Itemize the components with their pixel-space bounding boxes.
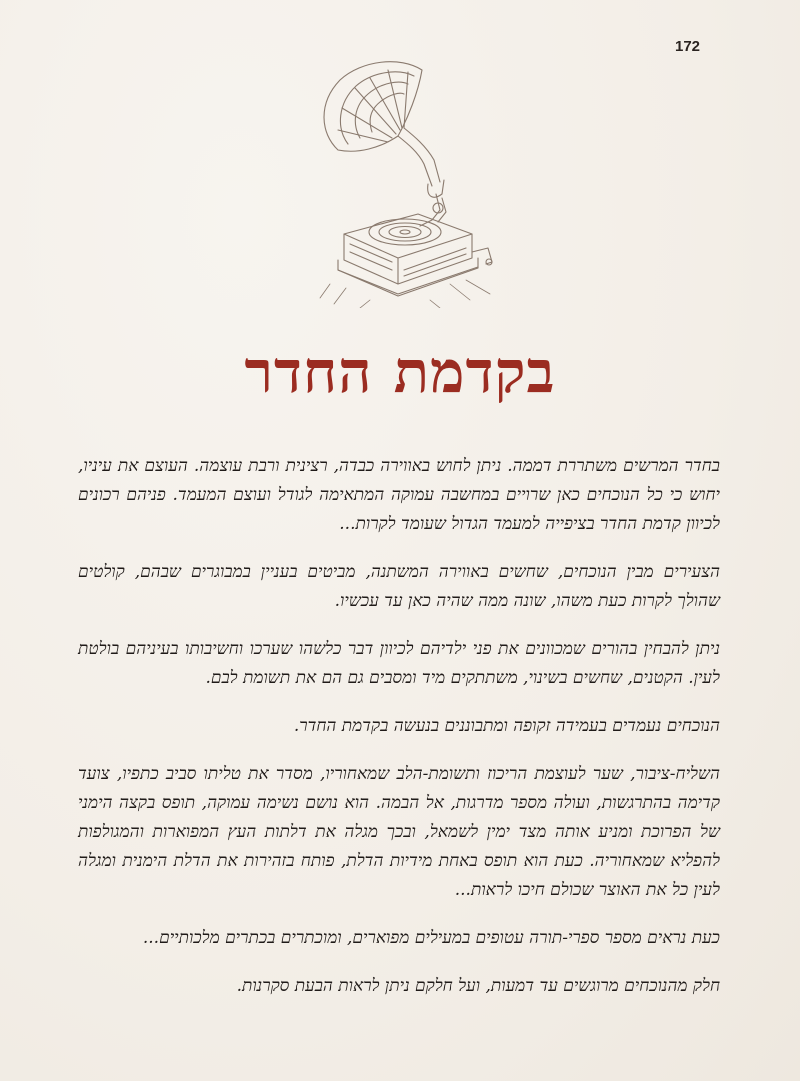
paragraph: ניתן להבחין בהורים שמכוונים את פני ילדיהם לכיוון דבר כלשהו שערכו וחשיבותו בעיניהם בולטת לעין. הקטנים, שחשים בשינוי, משתתקים מיד ומסבים גם הם את תשומת לבם.	[78, 639, 720, 688]
paragraph: כעת נראים מספר ספרי-תורה עטופים במעילים מפוארים, ומוכתרים בכתרים מלכותיים...	[142, 928, 720, 948]
gramophone-illustration	[300, 48, 510, 308]
paragraph: חלק מהנוכחים מרוגשים עד דמעות, ועל חלקם ניתן לראות הבעת סקרנות.	[236, 976, 720, 996]
paragraph: השליח-ציבור, שער לעוצמת הריכוז ותשומת-הלב שמאחוריו, מסדר את טליתו סביב כתפיו, צועד קדימה בהתרגשות, ועולה מספר מדרגות, אל הבמה. הוא נושם נשימה עמוקה, תופס בקצה הימני של הפרוכת ומניע אותה מצד ימין לשמאל, ובכך מגלה את דלתות העץ המפוארות והמגולפות להפליא שמאחוריה. כעת הוא תופס באחת מידיות הדלת, פותח בזהירות את הדלת הימנית ומגלה לעין כל את האוצר שכולם חיכו לראות...	[78, 764, 720, 900]
page-number: 172	[675, 38, 701, 55]
paragraph: בחדר המרשים משתררת דממה. ניתן לחוש באווירה כבדה, רצינית ורבת עוצמה. העוצם את עיניו, יחוש כי כל הנוכחים כאן שרויים במחשבה עמוקה המתאימה לגודל ועוצם המעמד. פניהם רכונים לכיוון קדמת החדר בציפייה למעמד הגדול שעומד לקרות...	[78, 456, 720, 534]
paragraph: הנוכחים נעמדים בעמידה זקופה ומתבוננים בנעשה בקדמת החדר.	[293, 716, 720, 736]
page-title: בקדמת החדר	[244, 338, 556, 406]
paragraph: הצעירים מבין הנוכחים, שחשים באווירה המשתנה, מביטים בעניין במבוגרים שבהם, קולטים שהולך לקרות כעת משהו, שונה ממה שהיה כאן עד עכשיו.	[78, 562, 720, 611]
body-text	[78, 452, 720, 1020]
